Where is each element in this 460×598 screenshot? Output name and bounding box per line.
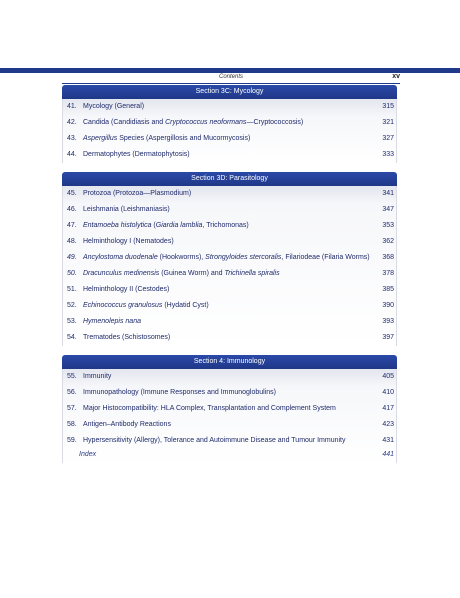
entry-page: 327 [382,135,394,142]
entry-title: Echinococcus granulosus (Hydatid Cyst) [83,302,209,309]
toc-entry[interactable] [63,131,396,147]
section-heading: Section 3C: Mycology [62,85,397,99]
entry-number: 43. [67,135,77,142]
entry-number: 57. [67,405,77,412]
entry-title: Candida (Candidiasis and Cryptococcus neoformans—Cryptococcosis) [83,119,304,126]
entry-title: Aspergillus Species (Aspergillosis and Mucormycosis) [83,135,251,142]
index-page: 441 [382,451,394,458]
entry-title: Immunity [83,373,112,380]
entry-number: 53. [67,318,77,325]
toc-entry[interactable] [63,99,396,115]
entry-page: 341 [382,190,394,197]
toc-entry[interactable] [63,147,396,163]
entry-number: 58. [67,421,77,428]
entry-number: 42. [67,119,77,126]
entry-page: 315 [382,103,394,110]
entry-number: 52. [67,302,77,309]
section-entries [62,186,397,346]
toc-entry[interactable] [63,282,396,298]
entry-page: 321 [382,119,394,126]
toc-entry[interactable] [63,369,396,385]
section-entries [62,99,397,163]
section-entries [62,369,397,463]
entry-title: Protozoa (Protozoa—Plasmodium) [83,190,192,197]
entry-title: Immunopathology (Immune Responses and Immunoglobulins) [83,389,276,396]
entry-page: 385 [382,286,394,293]
toc-entry[interactable] [63,433,396,449]
top-color-bar [0,68,460,73]
entry-number: 56. [67,389,77,396]
entry-title: Hypersensitivity (Allergy), Tolerance and Autoimmune Disease and Tumour Immunity [83,437,346,444]
toc-entry[interactable] [63,115,396,131]
entry-title: Antigen–Antibody Reactions [83,421,171,428]
entry-number: 50. [67,270,77,277]
entry-number: 54. [67,334,77,341]
entry-title: Hymenolepis nana [83,318,141,325]
entry-page: 393 [382,318,394,325]
entry-number: 51. [67,286,77,293]
entry-title: Helminthology II (Cestodes) [83,286,170,293]
index-label: Index [79,451,97,458]
toc-entry[interactable] [63,314,396,330]
entry-number: 45. [67,190,77,197]
page-number: xv [392,73,400,80]
entry-title: Ancylostoma duodenale (Hookworms), Strongyloides stercoralis, Filariodeae (Filaria Worms) [83,254,370,261]
section-immunology [62,355,397,463]
toc-entry[interactable] [63,266,396,282]
entry-page: 417 [382,405,394,412]
entry-title: Trematodes (Schistosomes) [83,334,171,341]
entry-number: 48. [67,238,77,245]
toc-entry[interactable] [63,417,396,433]
entry-page: 431 [382,437,394,444]
entry-title: Major Histocompatibility: HLA Complex, Transplantation and Complement System [83,405,336,412]
section-mycology [62,85,397,163]
running-title: Contents [218,74,243,80]
entry-title: Helminthology I (Nematodes) [83,238,174,245]
toc-entry[interactable] [63,234,396,250]
section-heading: Section 3D: Parasitology [62,172,397,186]
entry-page: 410 [382,389,394,396]
entry-page: 362 [382,238,394,245]
toc-entry[interactable] [63,218,396,234]
entry-number: 41. [67,103,77,110]
toc-entry[interactable] [63,298,396,314]
entry-number: 59. [67,437,77,444]
entry-page: 333 [382,151,394,158]
toc-entry[interactable] [63,250,396,266]
entry-title: Entamoeba histolytica (Giardia lamblia, Trichomonas) [83,222,249,229]
toc-entry[interactable] [63,186,396,202]
entry-page: 368 [382,254,394,261]
section-parasitology [62,172,397,346]
entry-page: 390 [382,302,394,309]
entry-page: 353 [382,222,394,229]
entry-title: Mycology (General) [83,103,145,110]
section-heading: Section 4: Immunology [62,355,397,369]
entry-page: 378 [382,270,394,277]
toc-index-entry[interactable] [63,449,396,463]
entry-title: Leishmania (Leishmaniasis) [83,206,170,213]
entry-page: 397 [382,334,394,341]
entry-page: 405 [382,373,394,380]
entry-number: 47. [67,222,77,229]
entry-number: 44. [67,151,77,158]
entry-number: 49. [67,254,77,261]
toc-entry[interactable] [63,385,396,401]
header-rule [62,83,400,84]
entry-page: 347 [382,206,394,213]
toc-entry[interactable] [63,202,396,218]
entry-number: 46. [67,206,77,213]
entry-number: 55. [67,373,77,380]
running-header [62,74,400,82]
toc-entry[interactable] [63,330,396,346]
toc-entry[interactable] [63,401,396,417]
entry-title: Dermatophytes (Dermatophytosis) [83,151,190,158]
entry-page: 423 [382,421,394,428]
entry-title: Dracunculus medinensis (Guinea Worm) and Trichinella spiralis [83,270,280,277]
